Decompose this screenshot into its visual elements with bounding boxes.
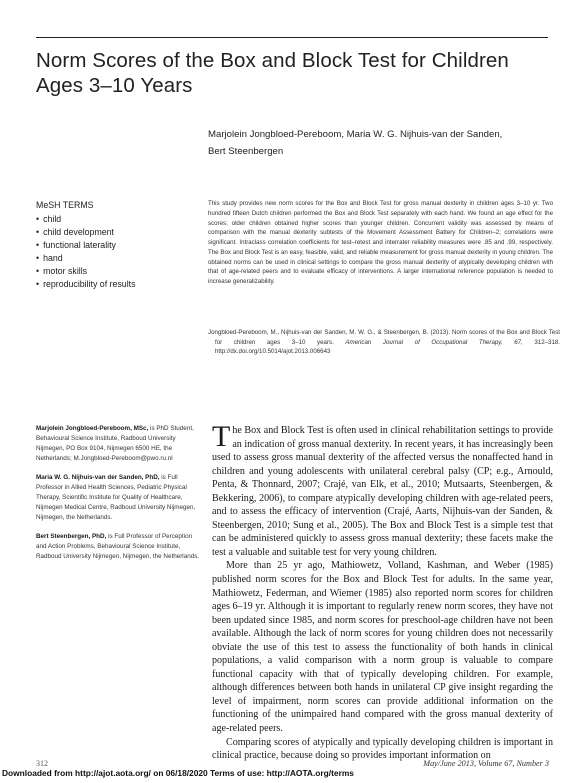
authors-line-1: Marjolein Jongbloed-Pereboom, Maria W. G. Nijhuis-van der Sanden, bbox=[208, 129, 503, 140]
download-notice: Downloaded from http://ajot.aota.org/ on 06/18/2020 Terms of use: http://AOTA.org/terms bbox=[2, 768, 354, 778]
body-paragraph: More than 25 yr ago, Mathiowetz, Volland, Kashman, and Weber (1985) published norm scores for the Box and Block Test for adults. In the same year, Mathiowetz, Federman, and Wiemer (1985) also reported norm scores for children ages 6–19 yr. Although it is important to regularly renew norm scores, they have not been updated since 1985, and norm scores for preschool-age children have not been available. Although the lack of norm scores for young children does not necessarily obviate the use of this test to assess the functionality of both hands in clinical populations, a valid comparison with a norm group is valuable to compare functional capacity with that of typically developing children. For example, although differences between both hands in unilateral CP give insight regarding the level of impairment, norm scores can provide additional information on the functioning of the unimpaired hand compared with the gross manual dexterity of age-related peers. bbox=[212, 560, 553, 735]
bio-name: Bert Steenbergen, PhD, bbox=[36, 533, 107, 540]
authors-line-2: Bert Steenbergen bbox=[208, 146, 284, 157]
author-bios bbox=[36, 424, 201, 571]
drop-cap: T bbox=[212, 420, 231, 453]
author-bio bbox=[36, 424, 201, 464]
abstract: This study provides new norm scores for the Box and Block Test for gross manual dexterity in children ages 3–10 yr. Two hundred fifteen Dutch children performed the Box and Block Test separately with each hand. We found an age effect for the scores; older children obtained higher scores than younger children. Concurrent validity was assessed by means of comparison with the manual dexterity subtests of the Movement Assessment Battery for Children–2; correlations were significant. Intraclass correlation coefficients for test–retest and interrater reliability measures were .85 and .99, respectively. The Box and Block Test is an easy, feasible, valid, and reliable measurement for gross manual dexterity in young children. The obtained norms can be used in clinical settings to compare the gross manual dexterity of atypically developing children with that of age-related peers and to evaluate efficacy of interventions. A larger international reference population is needed to increase generalizability. bbox=[208, 200, 553, 285]
citation-journal: American Journal of Occupational Therapy, 67, bbox=[345, 338, 523, 346]
mesh-term: • functional laterality bbox=[36, 239, 196, 252]
mesh-term: • child bbox=[36, 213, 196, 226]
body-paragraph bbox=[212, 420, 553, 559]
mesh-terms bbox=[36, 199, 196, 291]
bio-text: is Full Professor in Allied Health Sciences, Pediatric Physical Therapy, Scientific Institute for Quality of Healthcare, Nijmegen Medical Centre, Radboud University Nijmegen, Nijmegen, the Netherlands. bbox=[36, 474, 196, 521]
mesh-term: • child development bbox=[36, 226, 196, 239]
citation-text: Jongbloed-Pereboom, M., Nijhuis-van der Sanden, M. W. G., & Steenbergen, B. (2013). Norm scores of the Box and Block Test for children ages 3–10 years. bbox=[208, 329, 560, 346]
issue-info: May/June 2013, Volume 67, Number 3 bbox=[423, 759, 549, 768]
citation-doi: 312–318. http://dx.doi.org/10.5014/ajot.2013.006643 bbox=[215, 338, 560, 356]
article-title: Norm Scores of the Box and Block Test for Children Ages 3–10 Years bbox=[36, 49, 509, 97]
paragraph-text: he Box and Block Test is often used in clinical rehabilitation settings to provide an indication of gross manual dexterity. In recent years, it has increasingly been used to assess gross manual dexterity of the affected versus the nonaffected hand in children and young adolescents with unilateral cerebral palsy (CP; e.g., Arnould, Penta, & Thonnard, 2007; Crajé, van Elk, et al., 2010; Mutsaarts, Steenbergen, & Bekkering, 2006), to compare atypically developing children with age-related peers, and to assess the efficacy of intervention (Crajé, Aarts, Nijhuis-van der Sanden, & Steenbergen, 2010; Sung et al., 2005). The Box and Block Test is a simple test that can be administered quickly to assess gross manual dexterity; these facets make the test a valuable and suitable test for very young children. bbox=[212, 425, 553, 558]
body-text bbox=[212, 420, 553, 763]
mesh-term: • reproducibility of results bbox=[36, 278, 196, 291]
bio-name: Maria W. G. Nijhuis-van der Sanden, PhD, bbox=[36, 474, 160, 481]
author-list bbox=[208, 126, 553, 160]
body-paragraph: Comparing scores of atypically and typically developing children is important in clinical practice, because doing so provides important information on bbox=[212, 736, 553, 762]
bio-name: Marjolein Jongbloed-Pereboom, MSc, bbox=[36, 425, 149, 432]
mesh-term: • hand bbox=[36, 252, 196, 265]
header-rule bbox=[36, 37, 548, 38]
page-number: 312 bbox=[36, 759, 48, 768]
citation bbox=[208, 328, 560, 357]
author-bio bbox=[36, 532, 201, 562]
mesh-heading: MeSH TERMS bbox=[36, 200, 94, 210]
bio-text: is PhD Student, Behavioural Science Institute, Radboud University Nijmegen, PO Box 9104, Nijmegen 6500 HE, the Netherlands; M.Jongbloed-Pereboom@pwo.ru.nl bbox=[36, 425, 194, 462]
bio-text: is Full Professor of Perception and Action Problems, Behavioural Science Institute, Radboud University Nijmegen, Nijmegen, the Netherlands. bbox=[36, 533, 200, 560]
mesh-term: • motor skills bbox=[36, 265, 196, 278]
mesh-term-list bbox=[36, 213, 196, 291]
author-bio bbox=[36, 473, 201, 523]
